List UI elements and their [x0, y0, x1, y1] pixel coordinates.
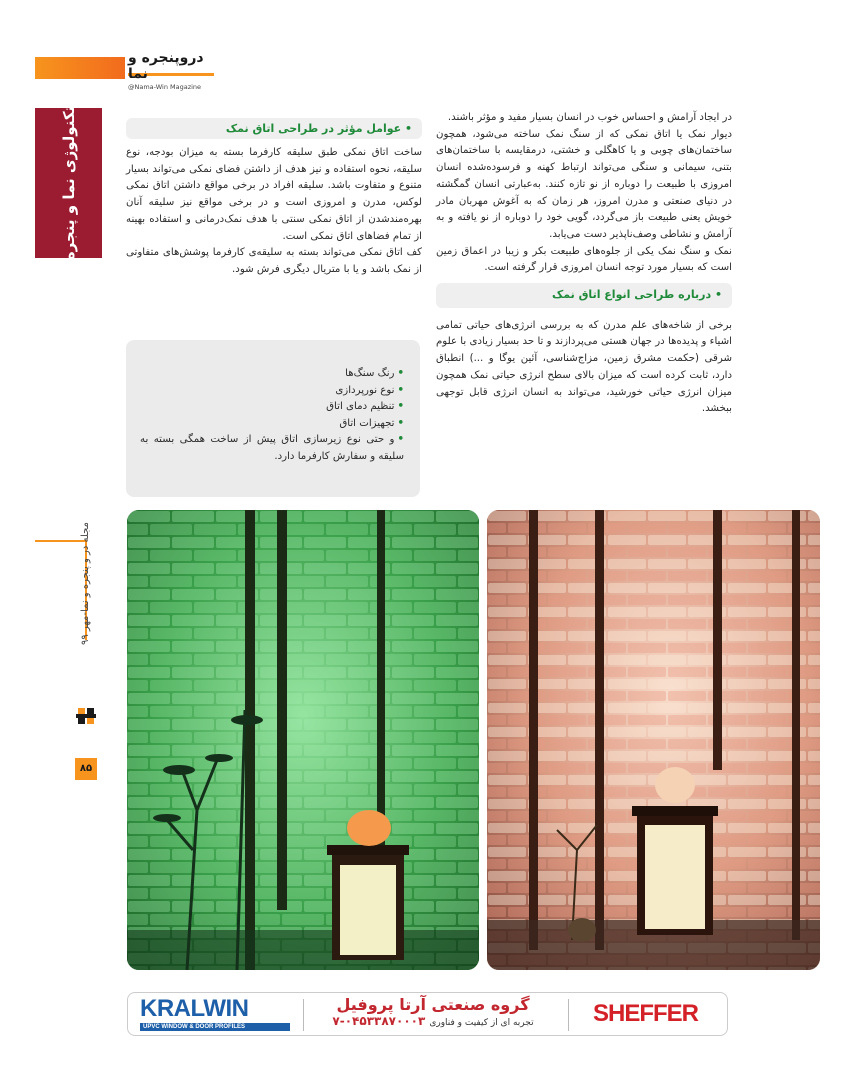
kralwin-brand: KRALWIN: [140, 995, 249, 1022]
ad-divider: [303, 999, 304, 1031]
section-tab-label: تکنولوژی نما و پنجره: [59, 105, 78, 261]
features-box: [126, 340, 420, 497]
pink-salt-room-photo: [487, 510, 820, 970]
magazine-rule: [35, 540, 85, 542]
list-item: •رنگ سنگ‌ها: [345, 368, 404, 379]
artha-profile-block: [313, 995, 553, 1028]
section-tab: [35, 105, 102, 261]
paragraph: نمک و سنگ نمک یکی از جلوه‌های طبیعت بکر و زیبا در اعماق زمین است که بسیار مورد توجه انسان امروزی قرار گرفته است.: [436, 245, 732, 274]
list-item: •تجهیزات اتاق: [339, 417, 404, 429]
magazine-issue-label: مجله در و پنجره و نما-مهر ۹۹: [80, 522, 91, 645]
magazine-logo: [128, 50, 228, 91]
kralwin-tagline: UPVC WINDOW & DOOR PROFILES: [140, 1023, 290, 1031]
ad-divider: [568, 999, 569, 1031]
list-item: •و حتی نوع زیرسازی اتاق پیش از ساخت همگی بسته به سلیقه و سفارش کارفرما دارد.: [140, 434, 404, 462]
magazine-mini-logo-icon: [75, 705, 97, 727]
section-heading: • عوامل مؤثر در طراحی اتاق نمک: [126, 118, 422, 139]
right-column: [436, 110, 732, 418]
kralwin-logo: [140, 997, 290, 1031]
green-salt-room-photo: [127, 510, 479, 970]
company-tagline-row: تجربه ای از کیفیت و فناوری۰۴۵۳۳۸۷۰۰۰۳-۷: [332, 1014, 534, 1028]
paragraph: در ایجاد آرامش و احساس خوب در انسان بسیار مفید و مؤثر باشند.: [447, 112, 732, 123]
paragraph: برخی از شاخه‌های علم مدرن که به بررسی انرژی‌های حیاتی تمامی اشیاء و پدیده‌ها در جهان هستی می‌پردازند و تا حد بسیار زیادی با علوم شرقی (حکمت مشرق زمین، مزاج‌شناسی، آئین یوگا و ...) انطباق دارد، ثابت کرده است که میزان بالای سطح انرژی حیاتی نمک همچون میزان انرژی حیاتی خورشید، می‌تواند به انسان انرژی قابل توجهی ببخشد.: [436, 319, 732, 415]
left-column: [126, 145, 422, 279]
paragraph: دیوار نمک یا اتاق نمکی که از سنگ نمک ساخته می‌شود، همچون ساختمان‌های چوبی و یا کاهگلی و خشتی، درمقایسه با ساختمان‌های بتنی، سیمانی و سنگی می‌تواند ارتباط کهنه و فرسوده‌شده انسان امروزی با طبیعت را دوباره از نو تازه کنند. به‌عبارتی انسان گمگشته در دنیای صنعتی و مدرن امروز، هر زمان که به آغوش مهربان مادر خویش یعنی طبیعت باز می‌گردد، گویی خود را دوباره از نو یافته و به آرامش و نشاطی وصف‌ناپذیر دست می‌یابد.: [436, 128, 732, 240]
paragraph: کف اتاق نمکی می‌تواند بسته به سلیقه‌ی کارفرما پوشش‌های متفاوتی از نمک باشد و یا با متریال دیگری فرش شود.: [126, 247, 422, 275]
section-heading: • درباره طراحی انواع اتاق نمک: [436, 283, 732, 308]
ad-banner[interactable]: [127, 992, 728, 1036]
header-orange-bar: [35, 57, 125, 79]
list-item: •تنظیم دمای اتاق: [326, 401, 404, 412]
company-name: گروه صنعتی آرتا پروفیل: [336, 995, 530, 1014]
paragraph: ساخت اتاق نمکی طبق سلیقه کارفرما بسته به میزان بودجه، نوع سلیقه، نحوه استفاده و نیز هدف از داشتن فضای نمکی می‌تواند بسیار متنوع و متفاوت باشد. سلیقه افراد در برخی مواقع داشتن اتاق نمکی لوکس، مدرن و امروزی است و در برخی مواقع نیز سلیقه آنان بهره‌مندشدن از اتاق نمکی سنتی با هدف نمک‌درمانی و استفاده بهینه از تمام فضاهای اتاق نمکی است.: [126, 147, 422, 242]
sheffer-logo: SHEFFER: [593, 1000, 699, 1027]
logo-text-fa: دروپنجره و نما: [128, 50, 204, 82]
list-item: •نوع نورپردازی: [335, 384, 404, 396]
company-phone: ۰۴۵۳۳۸۷۰۰۰۳-۷: [332, 1014, 426, 1028]
logo-text-en: @Nama-Win Magazine: [128, 83, 202, 91]
page-number: ۸۵: [75, 758, 97, 780]
